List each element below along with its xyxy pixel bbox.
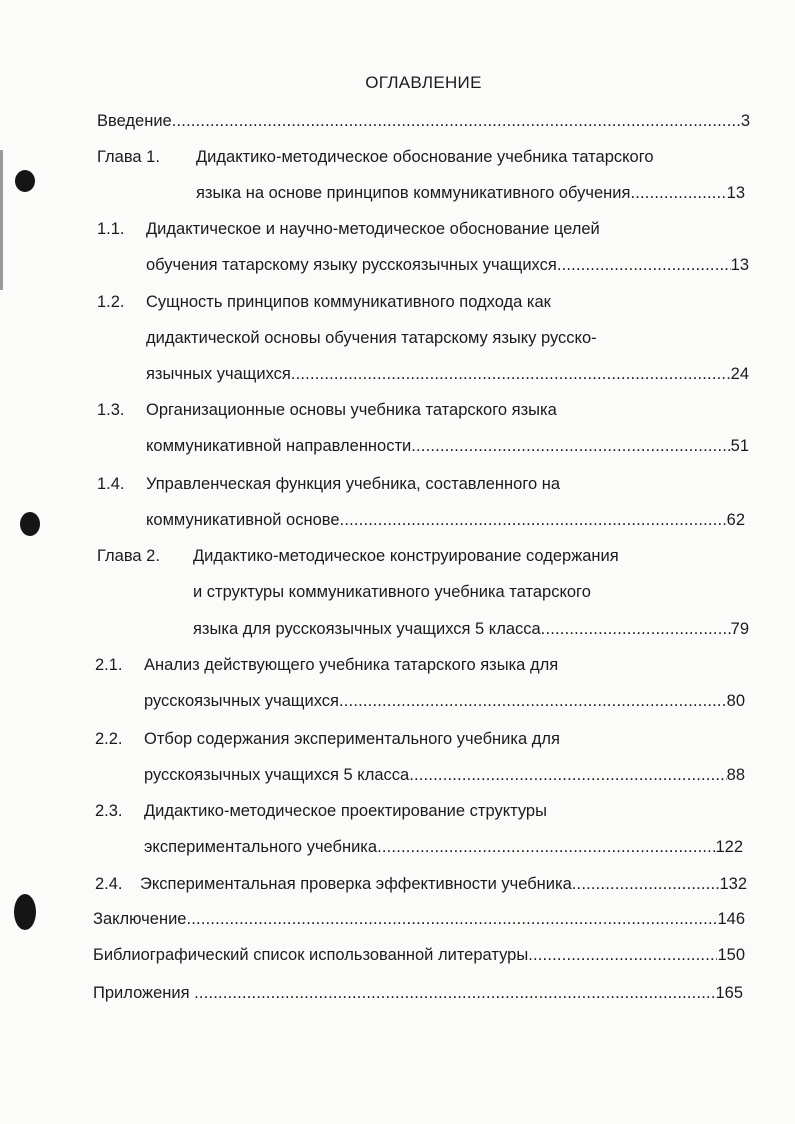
toc-entry-section-1-2 — [146, 362, 749, 386]
leader-dots — [377, 835, 715, 859]
toc-entry-chapter-1 — [196, 181, 745, 205]
toc-entry-introduction — [97, 109, 750, 133]
section-1-4-number: 1.4. — [97, 475, 125, 493]
entry-label: Приложения — [93, 984, 195, 1002]
leader-dots — [291, 362, 731, 386]
leader-dots — [541, 617, 731, 641]
leader-dots — [557, 253, 731, 277]
entry-label: коммуникативной направленности — [146, 437, 412, 455]
leader-dots — [411, 434, 730, 458]
section-2-2-title-line-1: Отбор содержания экспериментального учебника для — [144, 730, 560, 748]
page-number: 165 — [715, 984, 743, 1002]
chapter-1-title-line-1: Дидактико-методическое обоснование учебника татарского — [196, 148, 654, 166]
page-number: 80 — [726, 692, 745, 710]
section-1-2-number: 1.2. — [97, 293, 125, 311]
entry-label: русскоязычных учащихся — [144, 692, 339, 710]
section-2-1-title-line-1: Анализ действующего учебника татарского языка для — [144, 656, 559, 674]
entry-label: язычных учащихся — [146, 365, 291, 383]
leader-dots — [528, 943, 717, 967]
toc-entry-section-2-3 — [144, 835, 743, 859]
section-1-1-number: 1.1. — [97, 220, 125, 238]
entry-label: языка для русскоязычных учащихся 5 класса — [193, 620, 541, 638]
toc-entry-section-2-2 — [144, 763, 745, 787]
leader-dots — [340, 508, 727, 532]
page-number: 132 — [719, 875, 747, 893]
page-number: 122 — [715, 838, 743, 856]
page-number: 51 — [730, 437, 749, 455]
toc-entry-section-1-1 — [146, 253, 749, 277]
chapter-2-title-line-1: Дидактико-методическое конструирование содержания — [193, 547, 619, 565]
toc-entry-section-1-3 — [146, 434, 749, 458]
leader-dots — [339, 689, 727, 713]
entry-label: Введение — [97, 112, 172, 130]
page-number: 13 — [730, 256, 749, 274]
leader-dots — [186, 907, 717, 931]
section-1-3-number: 1.3. — [97, 401, 125, 419]
leader-dots — [172, 109, 741, 133]
leader-dots — [409, 763, 726, 787]
section-1-2-title-line-1: Сущность принципов коммуникативного подхода как — [146, 293, 551, 311]
chapter-1-number: Глава 1. — [97, 148, 160, 166]
section-1-4-title-line-1: Управленческая функция учебника, составленного на — [146, 475, 561, 493]
page-number: 62 — [726, 511, 745, 529]
toc-entry-bibliography — [93, 943, 745, 967]
leader-dots — [194, 981, 715, 1005]
chapter-2-number: Глава 2. — [97, 547, 160, 565]
entry-label: языка на основе принципов коммуникативного обучения — [196, 184, 631, 202]
punch-hole-middle — [20, 512, 40, 536]
page-number: 13 — [726, 184, 745, 202]
section-2-3-number: 2.3. — [95, 802, 123, 820]
section-2-4-number: 2.4. — [95, 875, 123, 893]
page-number: 146 — [717, 910, 745, 928]
toc-entry-appendix — [93, 981, 743, 1005]
toc-entry-conclusion — [93, 907, 745, 931]
page-number: 24 — [730, 365, 749, 383]
page-number: 150 — [717, 946, 745, 964]
punch-hole-top — [15, 170, 35, 192]
page-number: 79 — [730, 620, 749, 638]
page-number: 88 — [726, 766, 745, 784]
section-2-3-title-line-1: Дидактико-методическое проектирование структуры — [144, 802, 547, 820]
chapter-2-title-line-2: и структуры коммуникативного учебника татарского — [193, 583, 591, 601]
toc-entry-section-1-4 — [146, 508, 745, 532]
toc-entry-section-2-4 — [140, 872, 747, 896]
toc-entry-chapter-2 — [193, 617, 749, 641]
entry-label: коммуникативной основе — [146, 511, 340, 529]
section-1-3-title-line-1: Организационные основы учебника татарского языка — [146, 401, 557, 419]
page-title: ОГЛАВЛЕНИЕ — [365, 73, 482, 92]
entry-label: Заключение — [93, 910, 187, 928]
scan-edge-shadow — [0, 150, 3, 290]
page-number: 3 — [740, 112, 750, 130]
entry-label: обучения татарскому языку русскоязычных учащихся — [146, 256, 557, 274]
punch-hole-bottom — [14, 894, 36, 930]
entry-label: Библиографический список использованной литературы — [93, 946, 529, 964]
section-1-1-title-line-1: Дидактическое и научно-методическое обоснование целей — [146, 220, 600, 238]
section-1-2-title-line-2: дидактической основы обучения татарскому языку русско- — [146, 329, 597, 347]
entry-label: русскоязычных учащихся 5 класса — [144, 766, 410, 784]
section-2-2-number: 2.2. — [95, 730, 123, 748]
entry-label: Экспериментальная проверка эффективности учебника — [140, 875, 572, 893]
leader-dots — [630, 181, 726, 205]
section-2-1-number: 2.1. — [95, 656, 123, 674]
leader-dots — [572, 872, 720, 896]
toc-entry-section-2-1 — [144, 689, 745, 713]
entry-label: экспериментального учебника — [144, 838, 378, 856]
